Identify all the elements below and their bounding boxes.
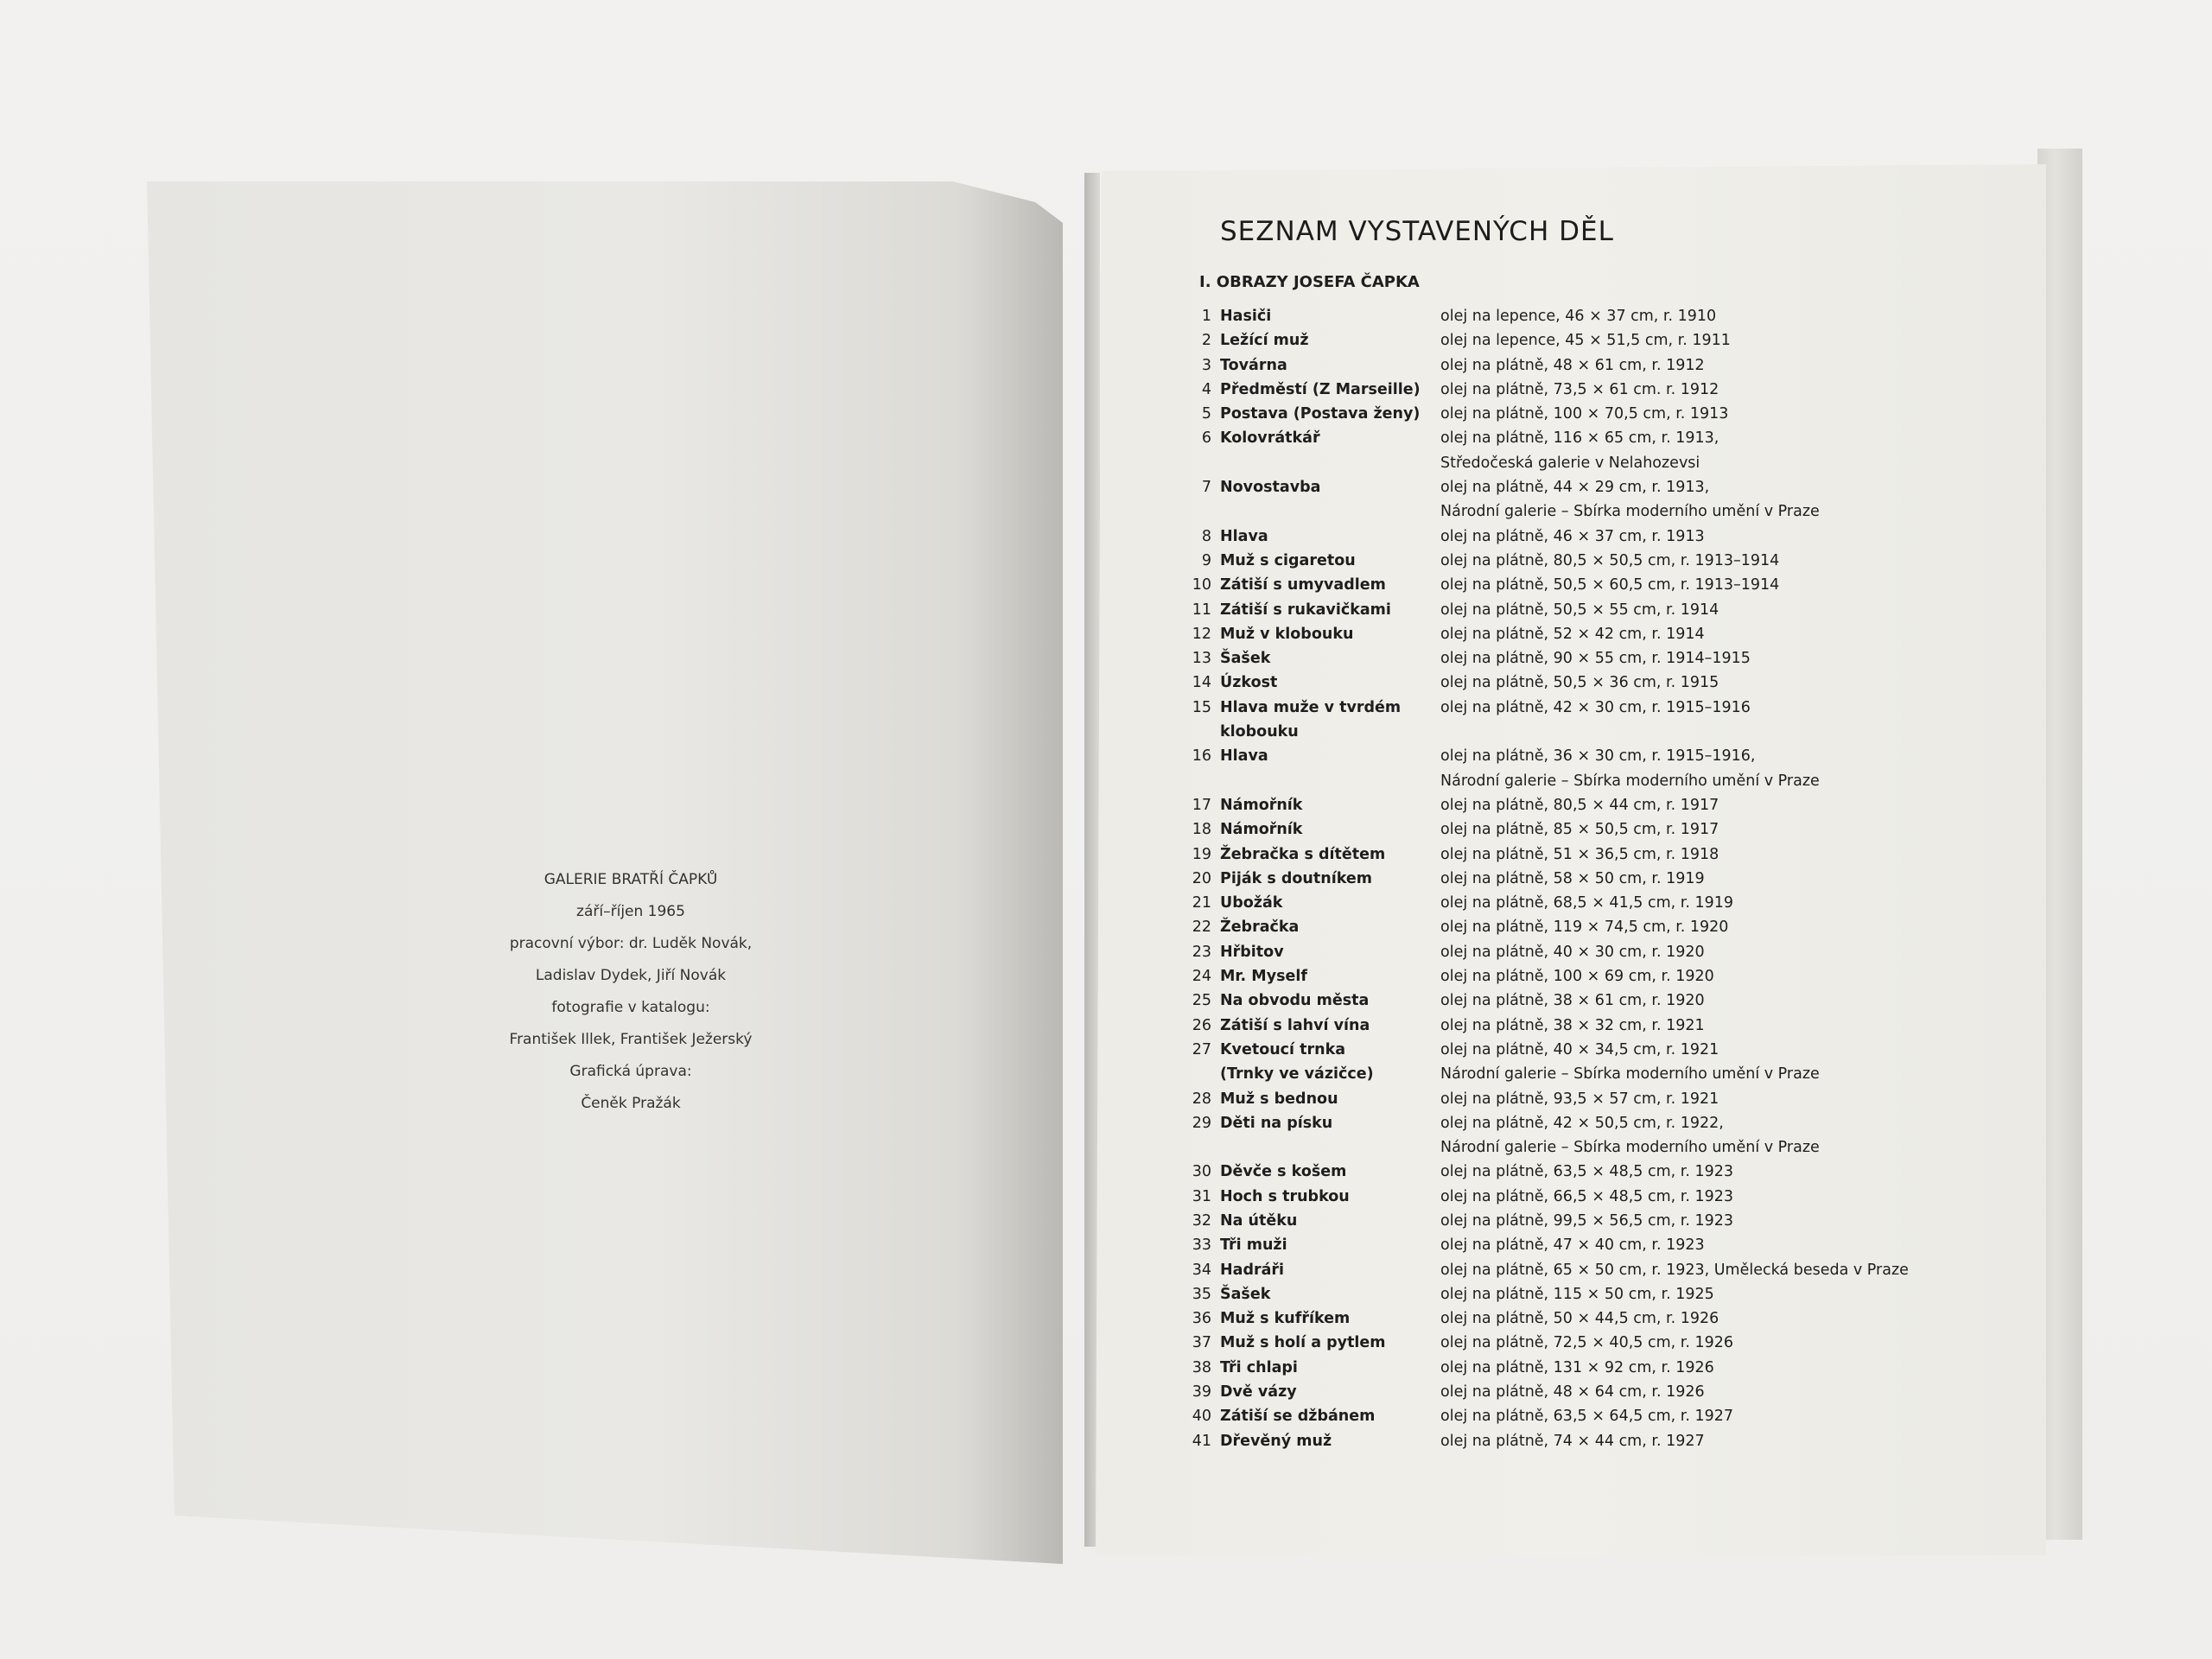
item-title: (Trnky ve vázičce) — [1220, 1065, 1374, 1084]
item-title: Muž s holí a pytlem — [1220, 1334, 1386, 1352]
item-number: 13 — [1192, 650, 1211, 668]
list-item — [1184, 964, 1961, 988]
list-item — [1184, 598, 1961, 622]
item-number: 37 — [1192, 1334, 1211, 1352]
list-item — [1184, 646, 1961, 671]
colophon-line: Čeněk Pražák — [581, 1095, 681, 1112]
item-number: 17 — [1192, 796, 1211, 814]
list-item — [1184, 1356, 1961, 1380]
item-description: olej na plátně, 50,5 × 55 cm, r. 1914 — [1440, 601, 1719, 619]
list-item — [1184, 1185, 1961, 1209]
list-item — [1184, 426, 1961, 450]
list-item — [1184, 1404, 1961, 1428]
list-item — [1184, 524, 1961, 549]
item-title: Muž s kufříkem — [1220, 1310, 1351, 1328]
item-title: Kolovrátkář — [1220, 429, 1320, 448]
item-title: Předměstí (Z Marseille) — [1220, 380, 1421, 398]
list-item — [1184, 378, 1961, 402]
item-number: 23 — [1192, 943, 1211, 961]
item-number — [1184, 1062, 1211, 1086]
list-item — [1184, 1429, 1961, 1453]
list-item — [1184, 1135, 1961, 1160]
item-description: olej na plátně, 131 × 92 cm, r. 1926 — [1440, 1358, 1714, 1376]
item-number: 36 — [1192, 1310, 1211, 1328]
list-item — [1184, 696, 1961, 720]
item-description: olej na plátně, 73,5 × 61 cm. r. 1912 — [1440, 380, 1719, 398]
colophon-line: GALERIE BRATŘÍ ČAPKŮ — [543, 871, 718, 888]
list-item — [1184, 1014, 1961, 1038]
item-title: Dvě vázy — [1220, 1383, 1297, 1402]
item-number: 29 — [1192, 1114, 1211, 1132]
item-title: Námořník — [1220, 821, 1303, 839]
item-number: 30 — [1192, 1163, 1211, 1181]
item-title: Šašek — [1220, 1285, 1271, 1303]
item-number: 2 — [1201, 332, 1211, 350]
item-title: Děti na písku — [1220, 1114, 1333, 1132]
list-item — [1184, 988, 1961, 1013]
item-title — [1211, 769, 1440, 793]
colophon — [484, 864, 778, 1120]
item-description: olej na lepence, 45 × 51,5 cm, r. 1911 — [1440, 332, 1731, 350]
list-item — [1184, 867, 1961, 891]
item-title: Děvče s košem — [1220, 1163, 1347, 1181]
item-number: 20 — [1192, 869, 1211, 887]
item-number: 19 — [1192, 845, 1211, 863]
list-item — [1184, 769, 1961, 793]
item-number: 12 — [1192, 625, 1211, 643]
item-description: olej na plátně, 42 × 50,5 cm, r. 1922, — [1440, 1114, 1724, 1132]
item-number: 25 — [1192, 992, 1211, 1010]
list-item — [1184, 1209, 1961, 1233]
item-description: olej na plátně, 116 × 65 cm, r. 1913, — [1440, 429, 1719, 448]
list-item — [1184, 940, 1961, 964]
item-title: Žebračka — [1220, 918, 1300, 937]
list-item — [1184, 353, 1961, 378]
list-item — [1184, 475, 1961, 499]
item-description: olej na plátně, 119 × 74,5 cm, r. 1920 — [1440, 918, 1729, 937]
item-number: 33 — [1192, 1236, 1211, 1255]
item-title: Mr. Myself — [1220, 968, 1308, 986]
item-description: olej na plátně, 100 × 70,5 cm, r. 1913 — [1440, 405, 1729, 423]
item-description: olej na plátně, 58 × 50 cm, r. 1919 — [1440, 869, 1705, 887]
item-number: 3 — [1201, 356, 1211, 374]
item-number — [1184, 769, 1211, 793]
item-description: olej na plátně, 40 × 30 cm, r. 1920 — [1440, 943, 1705, 961]
list-item — [1184, 1111, 1961, 1135]
list-item — [1184, 1258, 1961, 1282]
list-item — [1184, 1233, 1961, 1257]
list-item — [1184, 671, 1961, 695]
item-number — [1184, 720, 1211, 744]
item-title: Továrna — [1220, 356, 1287, 374]
item-description: olej na plátně, 72,5 × 40,5 cm, r. 1926 — [1440, 1334, 1734, 1352]
colophon-line: fotografie v katalogu: — [551, 999, 710, 1016]
item-number: 14 — [1192, 674, 1211, 692]
list-item — [1184, 402, 1961, 426]
item-number: 31 — [1192, 1187, 1211, 1205]
item-description: Národní galerie – Sbírka moderního umění v Praze — [1440, 1139, 1820, 1157]
list-item — [1184, 549, 1961, 573]
item-title: Šašek — [1220, 650, 1271, 668]
item-title: Hadráři — [1220, 1261, 1285, 1279]
item-description: olej na plátně, 46 × 37 cm, r. 1913 — [1440, 527, 1705, 545]
item-number: 40 — [1192, 1408, 1211, 1426]
list-item — [1184, 842, 1961, 867]
colophon-line: Grafická úprava: — [569, 1063, 692, 1080]
item-title: Postava (Postava ženy) — [1220, 405, 1421, 423]
item-title: Novostavba — [1220, 479, 1321, 497]
item-description: olej na plátně, 63,5 × 64,5 cm, r. 1927 — [1440, 1408, 1734, 1426]
item-title — [1211, 1135, 1440, 1160]
list-item — [1184, 304, 1961, 328]
item-description: olej na plátně, 93,5 × 57 cm, r. 1921 — [1440, 1090, 1719, 1108]
item-number: 38 — [1192, 1358, 1211, 1376]
item-number: 5 — [1201, 405, 1211, 423]
item-description: olej na plátně, 99,5 × 56,5 cm, r. 1923 — [1440, 1211, 1734, 1230]
list-item — [1184, 744, 1961, 768]
item-description: olej na lepence, 46 × 37 cm, r. 1910 — [1440, 308, 1717, 325]
item-title: Hřbitov — [1220, 943, 1284, 961]
item-description: olej na plátně, 115 × 50 cm, r. 1925 — [1440, 1285, 1714, 1303]
item-number: 18 — [1192, 821, 1211, 839]
list-item — [1184, 1087, 1961, 1111]
section-heading: I. OBRAZY JOSEFA ČAPKA — [1199, 273, 1420, 291]
item-description: olej na plátně, 65 × 50 cm, r. 1923, Umělecká beseda v Praze — [1440, 1261, 1909, 1279]
item-number — [1184, 1135, 1211, 1160]
list-item — [1184, 573, 1961, 597]
item-description: Středočeská galerie v Nelahozevsi — [1440, 454, 1700, 472]
item-description: olej na plátně, 38 × 32 cm, r. 1921 — [1440, 1016, 1705, 1034]
item-description: Národní galerie – Sbírka moderního umění v Praze — [1440, 503, 1820, 521]
list-item — [1184, 1282, 1961, 1306]
item-description: olej na plátně, 51 × 36,5 cm, r. 1918 — [1440, 845, 1719, 863]
item-description: olej na plátně, 44 × 29 cm, r. 1913, — [1440, 479, 1710, 497]
item-title: Námořník — [1220, 796, 1303, 814]
item-title: Zátiší se džbánem — [1220, 1408, 1376, 1426]
item-description: olej na plátně, 80,5 × 50,5 cm, r. 1913–1914 — [1440, 551, 1780, 569]
list-item — [1184, 915, 1961, 939]
item-number: 4 — [1201, 380, 1211, 398]
item-description: olej na plátně, 38 × 61 cm, r. 1920 — [1440, 992, 1705, 1010]
item-number: 32 — [1192, 1211, 1211, 1230]
item-title: Muž s bednou — [1220, 1090, 1338, 1108]
item-title: Ubožák — [1220, 894, 1283, 912]
item-description: olej na plátně, 36 × 30 cm, r. 1915–1916, — [1440, 747, 1756, 766]
item-number: 27 — [1192, 1040, 1211, 1058]
item-number: 1 — [1201, 308, 1211, 325]
item-title: Zátiší s umyvadlem — [1220, 576, 1386, 594]
item-number: 8 — [1201, 527, 1211, 545]
item-number — [1184, 499, 1211, 524]
item-title: Dřevěný muž — [1220, 1432, 1332, 1450]
list-item — [1184, 1062, 1961, 1086]
item-description: olej na plátně, 52 × 42 cm, r. 1914 — [1440, 625, 1705, 643]
item-description: olej na plátně, 50,5 × 36 cm, r. 1915 — [1440, 674, 1719, 692]
list-item — [1184, 451, 1961, 475]
item-number: 16 — [1192, 747, 1211, 766]
item-description: olej na plátně, 40 × 34,5 cm, r. 1921 — [1440, 1040, 1719, 1058]
list-item — [1184, 1331, 1961, 1355]
item-title — [1211, 499, 1440, 524]
item-description: olej na plátně, 50,5 × 60,5 cm, r. 1913–1914 — [1440, 576, 1780, 594]
item-title: Hlava muže v tvrdém — [1220, 698, 1402, 716]
list-item — [1184, 622, 1961, 646]
list-item — [1184, 499, 1961, 524]
item-title: Na obvodu města — [1220, 992, 1370, 1010]
item-number: 7 — [1201, 479, 1211, 497]
item-description: olej na plátně, 68,5 × 41,5 cm, r. 1919 — [1440, 894, 1734, 912]
item-description: olej na plátně, 42 × 30 cm, r. 1915–1916 — [1440, 698, 1751, 716]
item-number: 11 — [1192, 601, 1211, 619]
item-title: Ležící muž — [1220, 332, 1309, 350]
colophon-line: František Illek, František Ježerský — [509, 1031, 753, 1048]
list-item — [1184, 793, 1961, 817]
item-title: Tři chlapi — [1220, 1358, 1298, 1376]
item-number: 35 — [1192, 1285, 1211, 1303]
colophon-line: září–říjen 1965 — [576, 903, 685, 920]
item-title: Hoch s trubkou — [1220, 1187, 1350, 1205]
colophon-line: pracovní výbor: dr. Luděk Novák, — [509, 935, 753, 952]
item-title: Muž v klobouku — [1220, 625, 1354, 643]
item-description: olej na plátně, 74 × 44 cm, r. 1927 — [1440, 1432, 1705, 1450]
item-title: Kvetoucí trnka — [1220, 1040, 1346, 1058]
item-number: 21 — [1192, 894, 1211, 912]
item-number: 10 — [1192, 576, 1211, 594]
list-item — [1184, 720, 1961, 744]
item-title: Zátiší s rukavičkami — [1220, 601, 1391, 619]
item-title: Na útěku — [1220, 1211, 1298, 1230]
item-description: olej na plátně, 47 × 40 cm, r. 1923 — [1440, 1236, 1705, 1255]
item-title: Zátiší s lahví vína — [1220, 1016, 1370, 1034]
item-number: 22 — [1192, 918, 1211, 937]
item-description: olej na plátně, 50 × 44,5 cm, r. 1926 — [1440, 1310, 1719, 1328]
item-number: 41 — [1192, 1432, 1211, 1450]
item-title: Úzkost — [1220, 674, 1278, 692]
item-title: Tři muži — [1220, 1236, 1287, 1255]
item-description: olej na plátně, 90 × 55 cm, r. 1914–1915 — [1440, 650, 1751, 668]
item-description: olej na plátně, 100 × 69 cm, r. 1920 — [1440, 968, 1714, 986]
item-description — [1440, 720, 1961, 744]
page-title: SEZNAM VYSTAVENÝCH DĚL — [1220, 216, 1614, 247]
list-item — [1184, 1160, 1961, 1184]
item-description: olej na plátně, 66,5 × 48,5 cm, r. 1923 — [1440, 1187, 1734, 1205]
list-item — [1184, 328, 1961, 353]
item-number: 15 — [1192, 698, 1211, 716]
item-description: olej na plátně, 48 × 61 cm, r. 1912 — [1440, 356, 1705, 374]
item-number: 9 — [1201, 551, 1211, 569]
item-number: 34 — [1192, 1261, 1211, 1279]
list-item — [1184, 817, 1961, 842]
item-number: 39 — [1192, 1383, 1211, 1402]
item-title: klobouku — [1220, 723, 1299, 741]
item-description: Národní galerie – Sbírka moderního umění v Praze — [1440, 1065, 1820, 1084]
item-number: 6 — [1201, 429, 1211, 448]
item-number: 28 — [1192, 1090, 1211, 1108]
item-description: olej na plátně, 85 × 50,5 cm, r. 1917 — [1440, 821, 1719, 839]
item-number: 26 — [1192, 1016, 1211, 1034]
item-description: Národní galerie – Sbírka moderního umění v Praze — [1440, 772, 1820, 790]
item-title: Žebračka s dítětem — [1220, 845, 1386, 863]
item-title — [1211, 451, 1440, 475]
list-item — [1184, 1380, 1961, 1404]
item-title: Piják s doutníkem — [1220, 869, 1372, 887]
colophon-line: Ladislav Dydek, Jiří Novák — [535, 967, 727, 984]
item-title: Muž s cigaretou — [1220, 551, 1356, 569]
list-item — [1184, 1306, 1961, 1331]
item-title: Hasiči — [1220, 308, 1272, 325]
item-description: olej na plátně, 48 × 64 cm, r. 1926 — [1440, 1383, 1705, 1402]
works-list — [1184, 304, 1961, 1453]
item-description: olej na plátně, 80,5 × 44 cm, r. 1917 — [1440, 796, 1719, 814]
list-item — [1184, 891, 1961, 915]
item-description: olej na plátně, 63,5 × 48,5 cm, r. 1923 — [1440, 1163, 1734, 1181]
item-title: Hlava — [1220, 527, 1268, 545]
item-title: Hlava — [1220, 747, 1268, 766]
list-item — [1184, 1038, 1961, 1062]
item-number: 24 — [1192, 968, 1211, 986]
item-number — [1184, 451, 1211, 475]
